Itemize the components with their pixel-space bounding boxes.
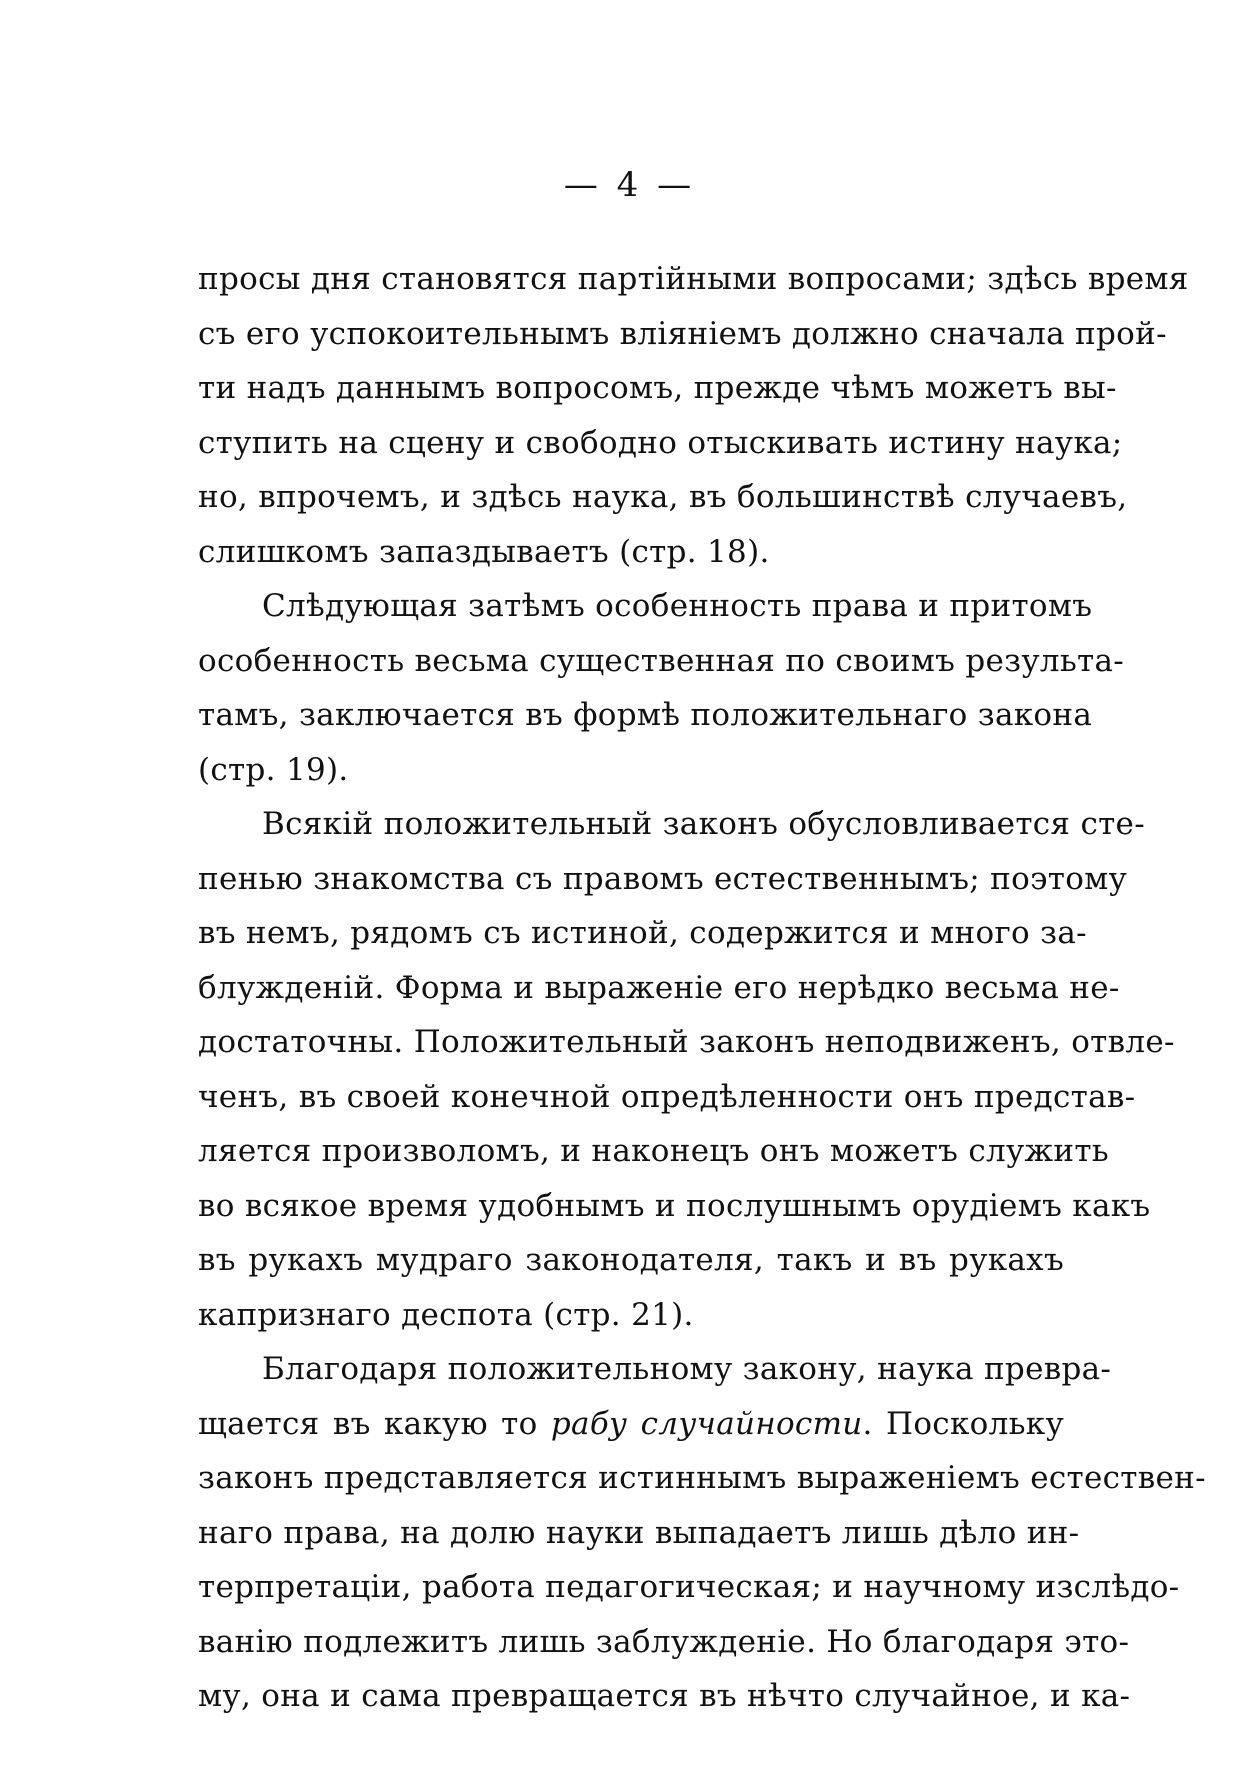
text-line: капризнаго деспота (стр. 21). [198, 1296, 694, 1333]
text-line: во всякое время удобнымъ и послушнымъ орудіемъ какъ [198, 1187, 1151, 1224]
text-line: терпретаціи, работа педагогическая; и научному изслѣдо- [198, 1569, 1180, 1605]
body-text [198, 252, 1206, 1724]
text-line: слишкомъ запаздываетъ (стр. 18). [198, 533, 770, 570]
text-line: съ его успокоительнымъ вліяніемъ должно сначала прой- [198, 315, 1167, 352]
emphasized-phrase: рабу случайности [550, 1405, 863, 1442]
text-line-with-emphasis [198, 1397, 1064, 1452]
text-line: просы дня становятся партійными вопросами; здѣсь время [198, 261, 1189, 297]
text-line: въ немъ, рядомъ съ истиной, содержится и много за- [198, 915, 1087, 951]
text-line: ляется произволомъ, и наконецъ онъ можетъ служить [198, 1133, 1109, 1169]
paragraph-start-line: Благодаря положительному закону, наука превра- [262, 1351, 1112, 1387]
text-line: ченъ, въ своей конечной опредѣленности онъ представ- [198, 1078, 1136, 1115]
text-line: ти надъ даннымъ вопросомъ, прежде чѣмъ можетъ вы- [198, 370, 1117, 406]
text-line: наго права, на долю науки выпадаетъ лишь дѣло ин- [198, 1514, 1080, 1551]
text-segment: . Поскольку [862, 1405, 1064, 1442]
text-line: въ рукахъ мудраго законодателя, такъ и въ рукахъ [198, 1242, 1064, 1278]
paragraph-start-line: Всякій положительный законъ обусловливается сте- [262, 806, 1145, 842]
paragraph-start-line: Слѣдующая затѣмъ особенность права и притомъ [262, 588, 1093, 624]
text-line: пенью знакомства съ правомъ естественнымъ; поэтому [198, 860, 1128, 897]
text-line: ступить на сцену и свободно отыскивать истину наука; [198, 424, 1123, 461]
text-segment: щается въ какую то [198, 1405, 551, 1442]
text-line: му, она и сама превращается въ нѣчто случайное, и ка- [198, 1678, 1131, 1714]
text-line: но, впрочемъ, и здѣсь наука, въ большинствѣ случаевъ, [198, 479, 1128, 515]
text-line: достаточны. Положительный законъ неподвиженъ, отвле- [198, 1024, 1175, 1060]
page-number: — 4 — [563, 165, 696, 205]
text-line: особенность весьма существенная по своимъ результа- [198, 642, 1125, 679]
text-line: ванію подлежитъ лишь заблужденіе. Но благодаря это- [198, 1623, 1130, 1660]
text-line: тамъ, заключается въ формѣ положительнаго закона [198, 697, 1093, 733]
text-line: блужденій. Форма и выраженіе его нерѣдко весьма не- [198, 969, 1120, 1006]
text-line: (стр. 19). [198, 751, 349, 788]
text-line: законъ представляется истиннымъ выраженіемъ естествен- [198, 1460, 1206, 1496]
